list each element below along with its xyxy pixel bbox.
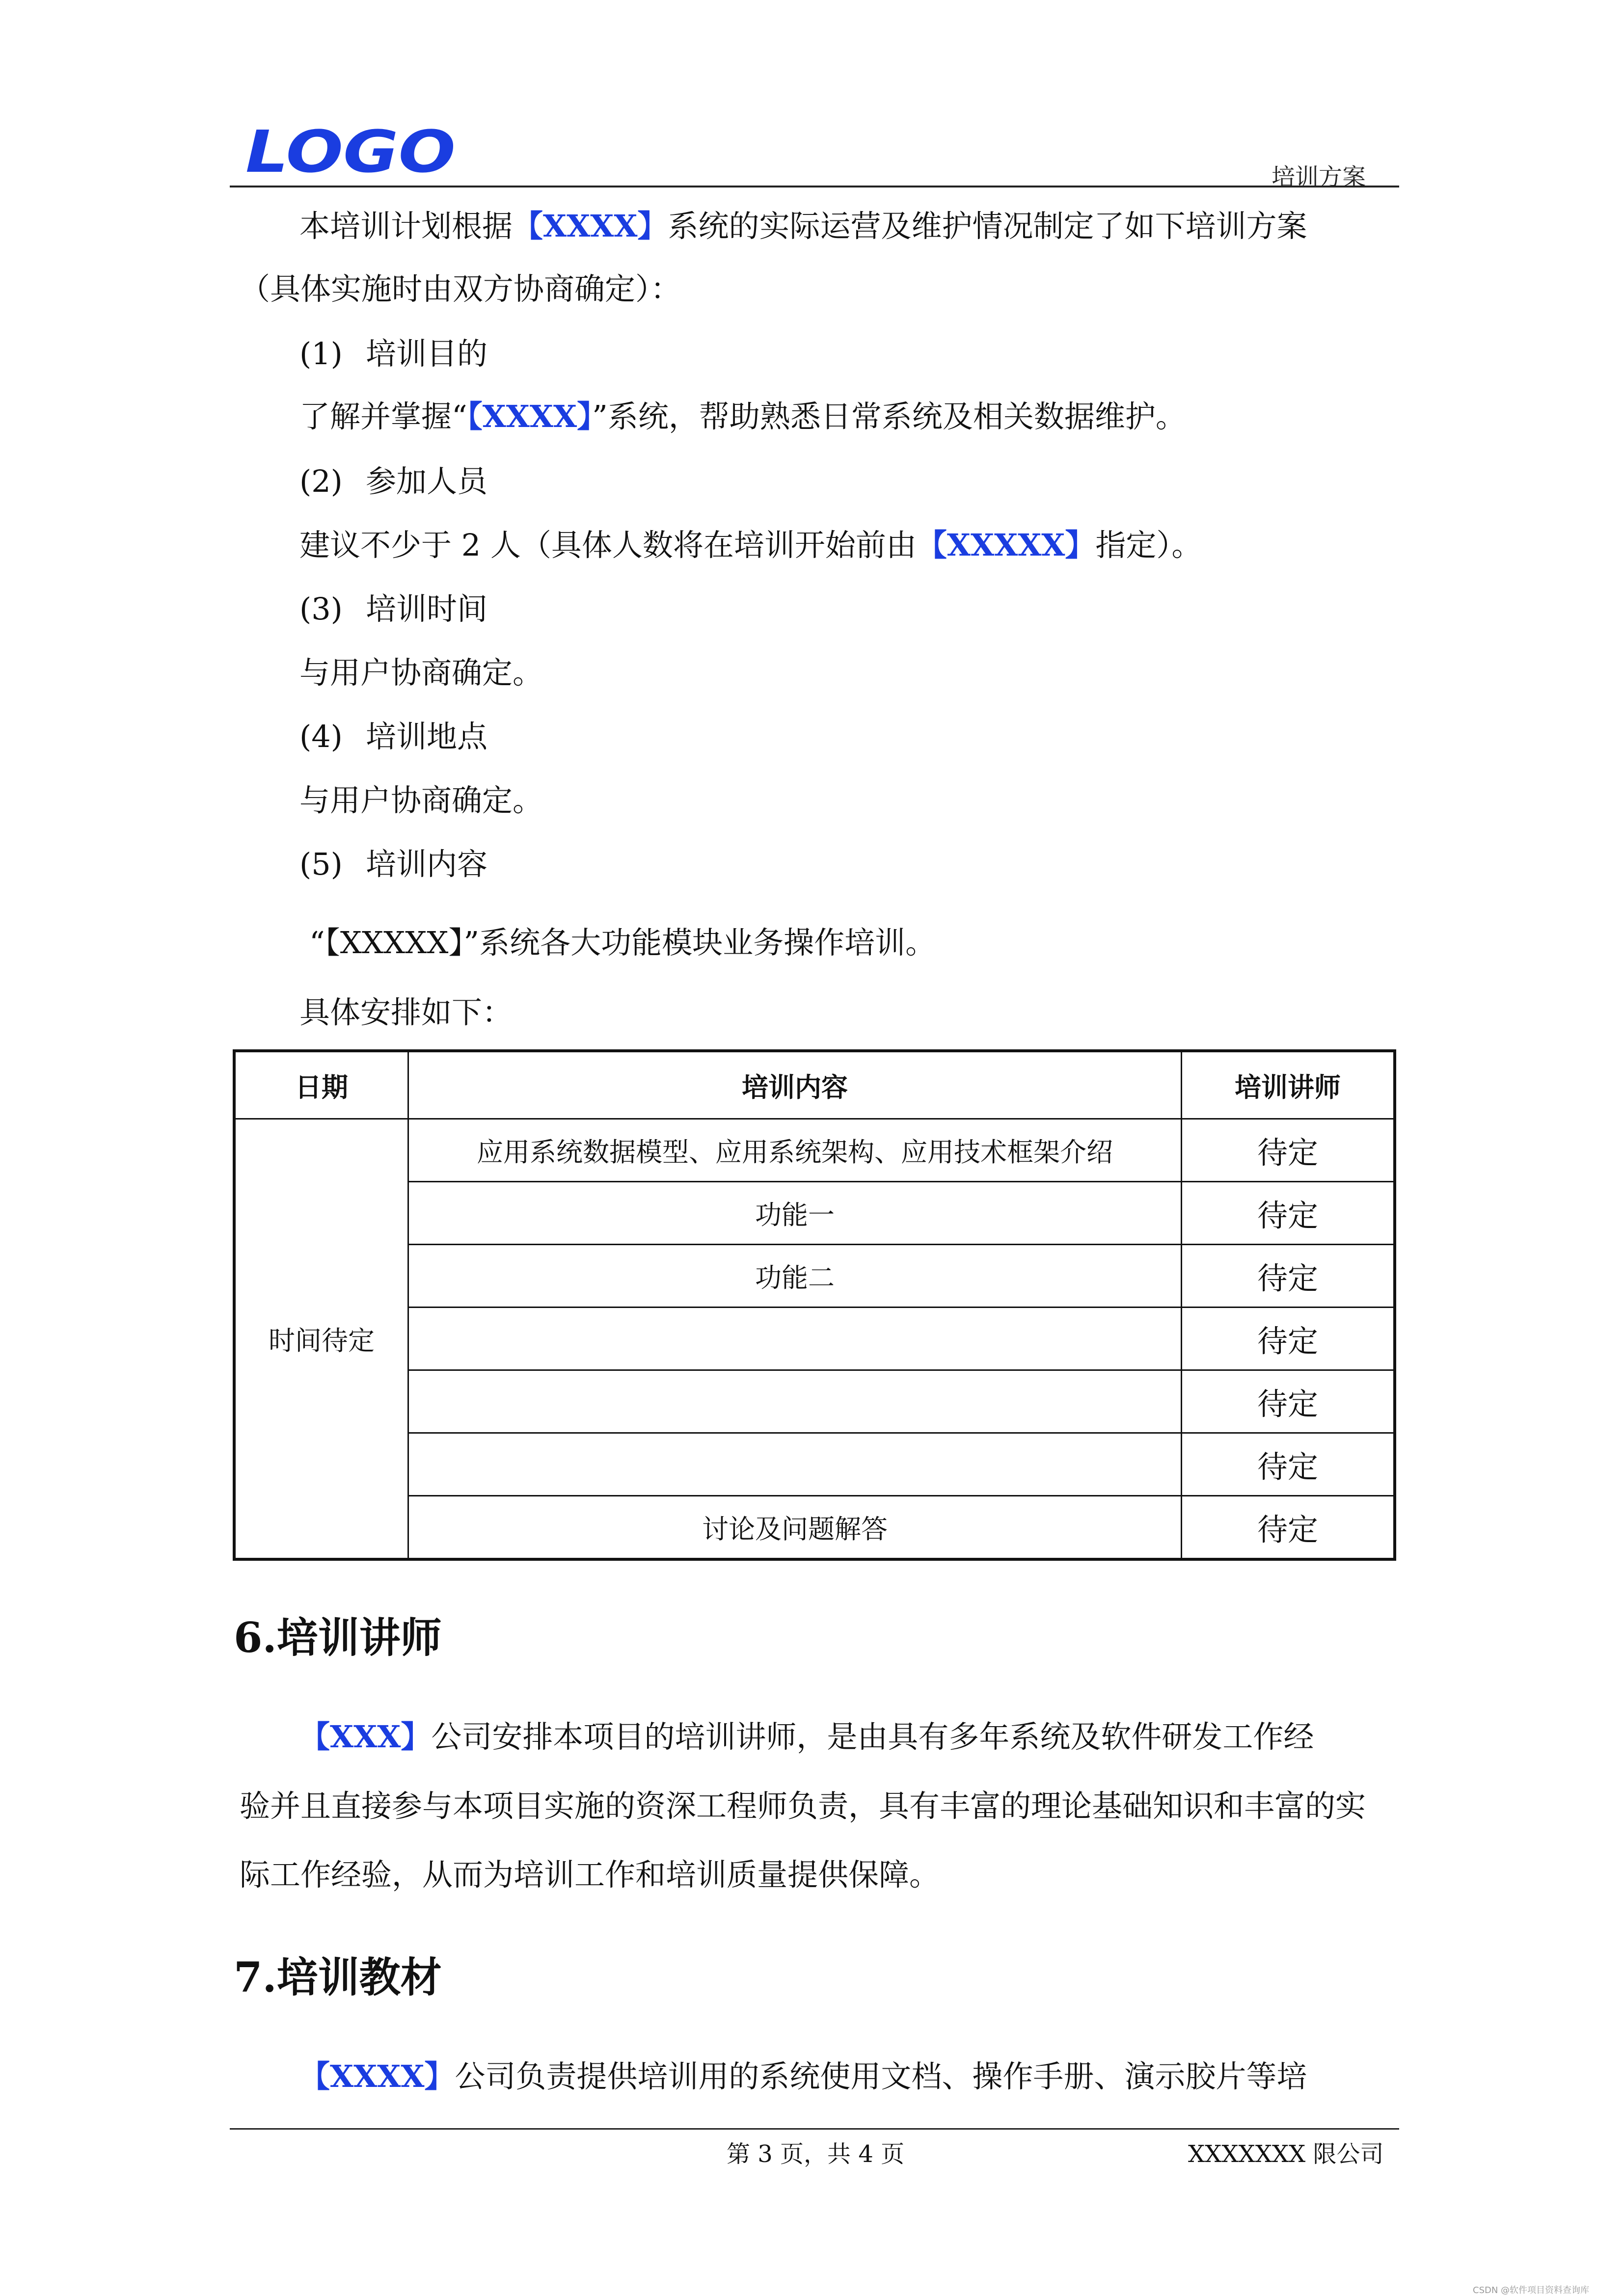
table-row xyxy=(234,1370,1395,1433)
time-text: 与用户协商确定。 xyxy=(299,655,543,691)
section-6-heading: 6.培训讲师 xyxy=(234,1613,442,1662)
intro-line-2: （具体实施时由双方协商确定）： xyxy=(240,271,681,307)
item-heading-location: (4) 培训地点 xyxy=(299,719,488,754)
header-date: 日期 xyxy=(234,1051,408,1119)
placeholder-tag: 【XXXX】 xyxy=(467,399,593,434)
logo-text: LOGO xyxy=(245,123,456,182)
table-row xyxy=(234,1496,1395,1560)
item-heading-purpose: (1) 培训目的 xyxy=(299,336,488,372)
header-divider xyxy=(230,186,1399,187)
teacher-cell: 待定 xyxy=(1182,1245,1395,1308)
schedule-table xyxy=(233,1049,1396,1561)
header-content: 培训内容 xyxy=(408,1051,1182,1119)
content-cell: 功能二 xyxy=(408,1245,1182,1308)
intro-line-1: 本培训计划根据【XXXX】系统的实际运营及维护情况制定了如下培训方案 xyxy=(299,208,1307,244)
header-doc-title: 培训方案 xyxy=(1272,163,1366,191)
section-6-line-1: 【XXX】公司安排本项目的培训讲师，是由具有多年系统及软件研发工作经 xyxy=(299,1719,1314,1755)
content-cell xyxy=(408,1433,1182,1496)
schedule-intro: 具体安排如下： xyxy=(299,994,513,1030)
teacher-cell: 待定 xyxy=(1182,1433,1395,1496)
page-number: 第 3 页，共 4 页 xyxy=(727,2140,905,2168)
table-row xyxy=(234,1308,1395,1370)
location-text: 与用户协商确定。 xyxy=(299,782,543,818)
placeholder-tag: 【XXXX】 xyxy=(299,2058,455,2094)
header-teacher: 培训讲师 xyxy=(1182,1051,1395,1119)
placeholder-tag: 【XXXX】 xyxy=(513,208,668,244)
content-text: “【XXXXX】”系统各大功能模块业务操作培训。 xyxy=(309,925,936,961)
placeholder-tag: 【XXX】 xyxy=(299,1719,432,1755)
item-heading-content: (5) 培训内容 xyxy=(299,846,488,882)
participants-text: 建议不少于 2 人（具体人数将在培训开始前由【XXXXX】指定）。 xyxy=(299,527,1202,563)
table-header-row xyxy=(234,1051,1395,1119)
footer-divider xyxy=(230,2128,1399,2130)
watermark: CSDN @软件项目资料查询库 xyxy=(1473,2285,1590,2296)
teacher-cell: 待定 xyxy=(1182,1370,1395,1433)
section-7-line-1: 【XXXX】公司负责提供培训用的系统使用文档、操作手册、演示胶片等培 xyxy=(299,2058,1307,2094)
table-row xyxy=(234,1245,1395,1308)
item-heading-participants: (2) 参加人员 xyxy=(299,463,488,499)
footer-company: XXXXXXX 限公司 xyxy=(1188,2140,1384,2168)
table-row xyxy=(234,1433,1395,1496)
content-cell: 讨论及问题解答 xyxy=(408,1496,1182,1560)
content-cell xyxy=(408,1308,1182,1370)
content-cell xyxy=(408,1370,1182,1433)
date-cell: 时间待定 xyxy=(234,1119,408,1560)
table-row xyxy=(234,1119,1395,1182)
content-cell: 功能一 xyxy=(408,1182,1182,1245)
logo xyxy=(245,123,457,182)
teacher-cell: 待定 xyxy=(1182,1119,1395,1182)
purpose-text: 了解并掌握“【XXXX】”系统，帮助熟悉日常系统及相关数据维护。 xyxy=(299,399,1186,434)
section-7-heading: 7.培训教材 xyxy=(234,1953,442,2002)
item-heading-time: (3) 培训时间 xyxy=(299,591,488,627)
section-6-body: 验并且直接参与本项目实施的资深工程师负责，具有丰富的理论基础知识和丰富的实际工作经验，从而为培训工作和培训质量提供保障。 xyxy=(240,1788,1366,1893)
teacher-cell: 待定 xyxy=(1182,1496,1395,1560)
table-row xyxy=(234,1182,1395,1245)
content-cell: 应用系统数据模型、应用系统架构、应用技术框架介绍 xyxy=(408,1119,1182,1182)
teacher-cell: 待定 xyxy=(1182,1182,1395,1245)
teacher-cell: 待定 xyxy=(1182,1308,1395,1370)
placeholder-tag: 【XXXXX】 xyxy=(916,527,1096,563)
